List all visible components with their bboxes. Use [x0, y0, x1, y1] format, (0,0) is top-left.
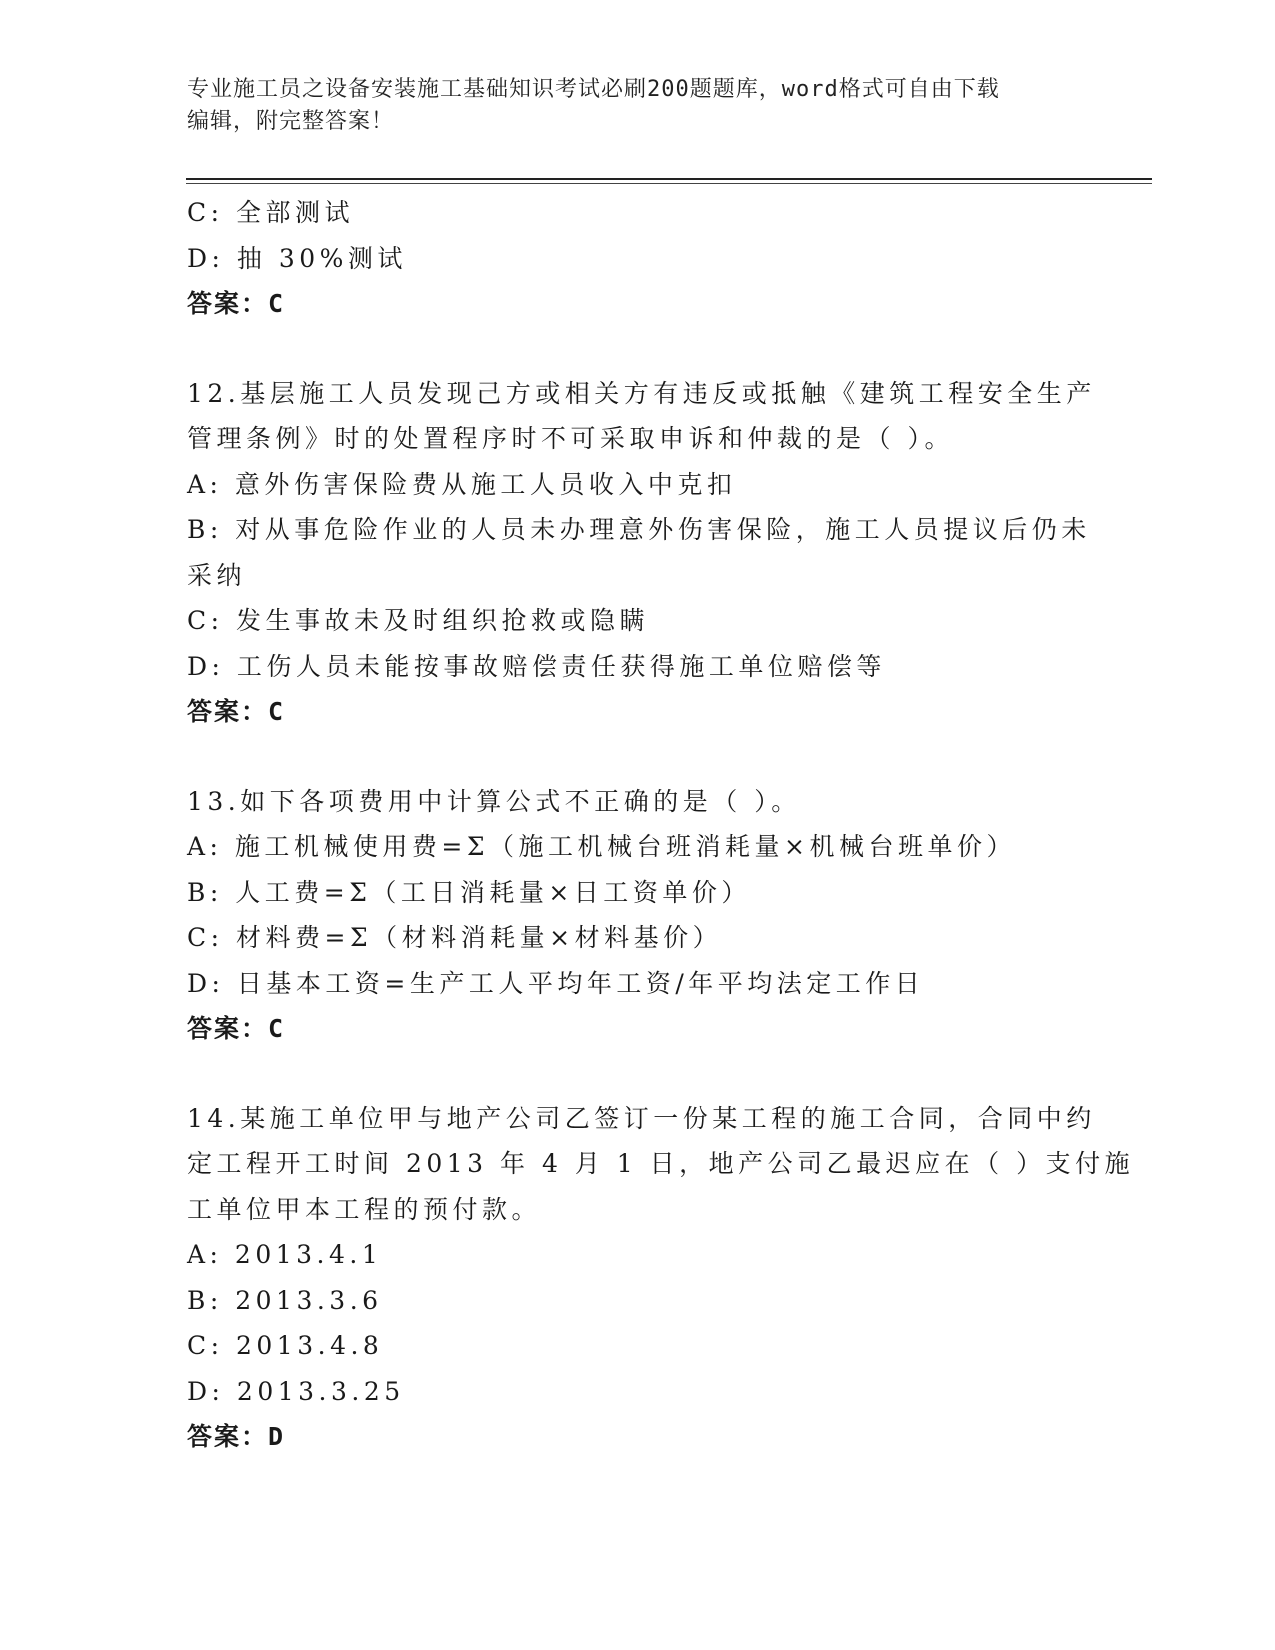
option-c: C: 全部测试	[187, 198, 354, 227]
answer: 答案：C	[187, 289, 286, 318]
option-c: C: 2013.4.8	[187, 1331, 384, 1360]
question-text: 12.基层施工人员发现己方或相关方有违反或抵触《建筑工程安全生产	[187, 378, 1096, 408]
question-text: 工单位甲本工程的预付款。	[187, 1194, 542, 1224]
option-d: D: 抽 30%测试	[187, 243, 407, 273]
question-13	[187, 779, 1087, 1052]
option-b: B: 对从事危险作业的人员未办理意外伤害保险，施工人员提议后仍未	[187, 515, 1091, 544]
option-d: D: 工伤人员未能按事故赔偿责任获得施工单位赔偿等	[187, 651, 886, 681]
question-text: 13.如下各项费用中计算公式不正确的是（ ）。	[187, 786, 801, 816]
option-d: D: 2013.3.25	[187, 1376, 405, 1406]
header-rule-thin	[186, 183, 1152, 184]
option-a: A: 意外伤害保险费从施工人员收入中克扣	[187, 469, 737, 499]
document-body	[187, 190, 1135, 1460]
answer: 答案：C	[187, 1014, 286, 1043]
question-text: 定工程开工时间 2013 年 4 月 1 日，地产公司乙最迟应在（ ）支付施	[187, 1149, 1135, 1178]
header-line-1: 专业施工员之设备安装施工基础知识考试必刷200题题库，word格式可自由下载	[187, 77, 1000, 102]
question-11-tail	[187, 190, 1087, 327]
option-b: B: 2013.3.6	[187, 1285, 383, 1315]
option-c: C: 发生事故未及时组织抢救或隐瞒	[187, 606, 649, 635]
option-a: A: 2013.4.1	[187, 1240, 383, 1269]
option-b-cont: 采纳	[187, 560, 247, 590]
question-text: 14.某施工单位甲与地产公司乙签订一份某工程的施工合同，合同中约	[187, 1103, 1096, 1133]
answer: 答案：C	[187, 697, 286, 726]
option-c: C: 材料费=Σ（材料消耗量×材料基价）	[187, 923, 723, 952]
header-line-2: 编辑，附完整答案！	[187, 109, 395, 134]
option-a: A: 施工机械使用费=Σ（施工机械台班消耗量×机械台班单价）	[187, 832, 1016, 861]
header-rule-thick	[186, 178, 1152, 180]
question-text: 管理条例》时的处置程序时不可采取申诉和仲裁的是（ ）。	[187, 424, 954, 453]
question-14	[187, 1096, 1135, 1460]
option-d: D: 日基本工资=生产工人平均年工资/年平均法定工作日	[187, 968, 925, 998]
question-12	[187, 371, 1096, 735]
answer: 答案：D	[187, 1422, 286, 1451]
option-b: B: 人工费=Σ（工日消耗量×日工资单价）	[187, 877, 751, 907]
document-header	[187, 74, 1067, 138]
